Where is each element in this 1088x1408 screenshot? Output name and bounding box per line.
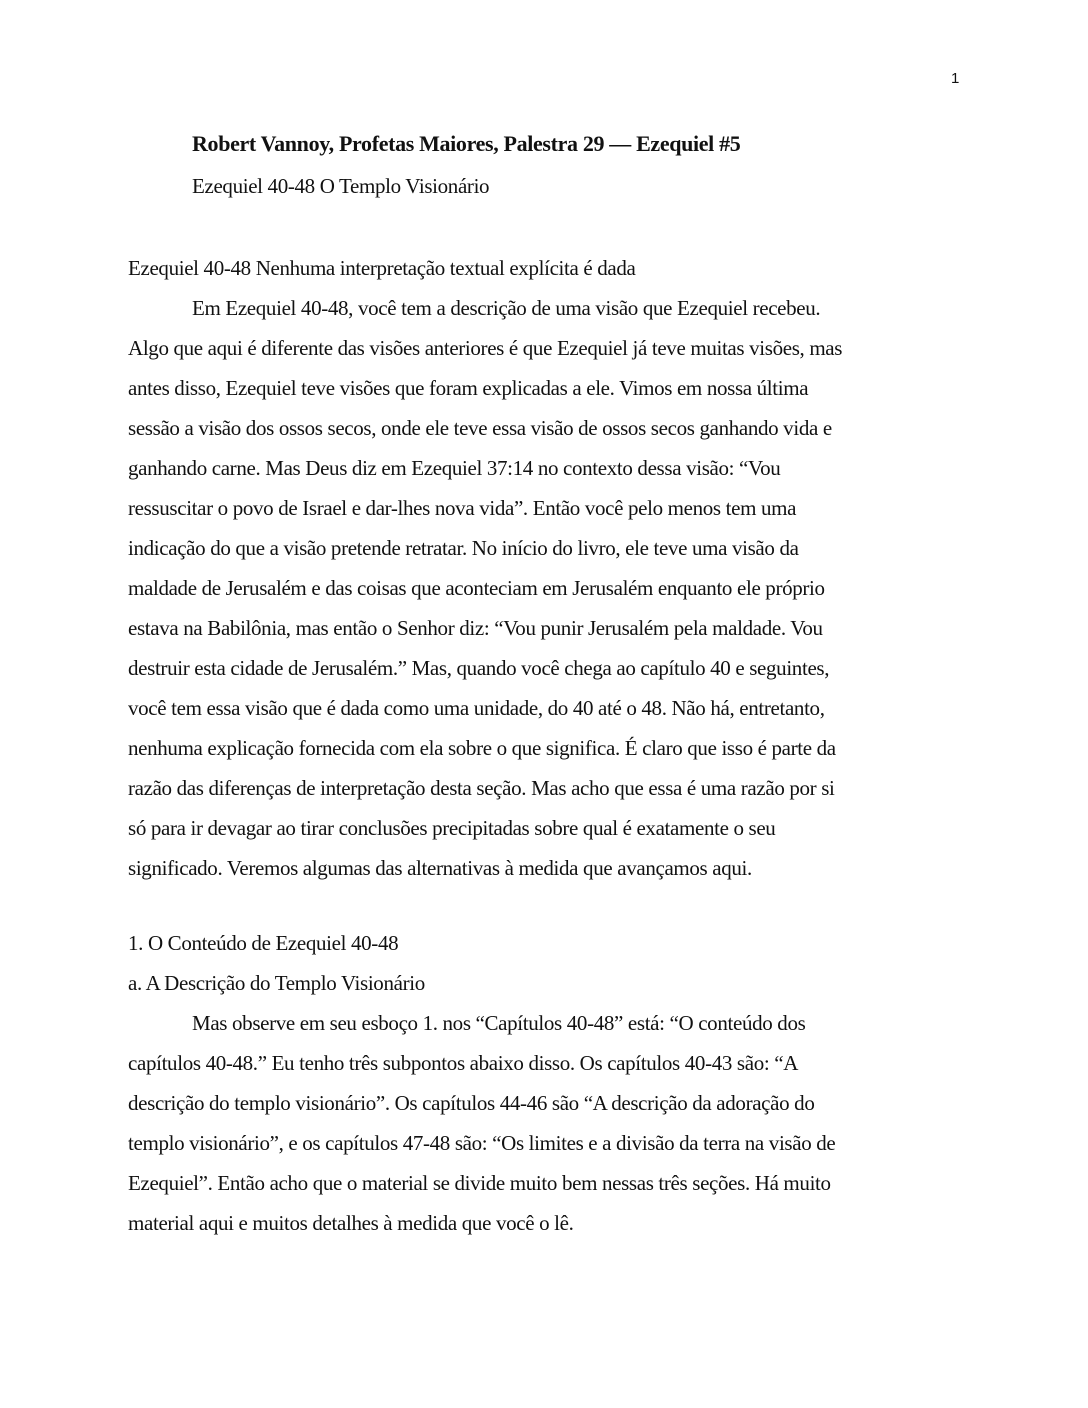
paragraph-line: Algo que aqui é diferente das visões anteriores é que Ezequiel já teve muitas visões, mas — [128, 336, 843, 360]
paragraph-line: razão das diferenças de interpretação desta seção. Mas acho que essa é uma razão por si — [128, 776, 835, 800]
paragraph-line: significado. Veremos algumas das alternativas à medida que avançamos aqui. — [128, 856, 752, 880]
paragraph-line: ganhando carne. Mas Deus diz em Ezequiel 37:14 no contexto dessa visão: “Vou — [128, 456, 781, 480]
paragraph-line: nenhuma explicação fornecida com ela sobre o que significa. É claro que isso é parte da — [128, 736, 836, 760]
paragraph-line: templo visionário”, e os capítulos 47-48 são: “Os limites e a divisão da terra na visão de — [128, 1131, 836, 1155]
paragraph-line: material aqui e muitos detalhes à medida que você o lê. — [128, 1211, 574, 1235]
paragraph-line: você tem essa visão que é dada como uma unidade, do 40 até o 48. Não há, entretanto, — [128, 696, 825, 720]
paragraph-line: só para ir devagar ao tirar conclusões precipitadas sobre qual é exatamente o seu — [128, 816, 776, 840]
paragraph-line: Mas observe em seu esboço 1. nos “Capítulos 40-48” está: “O conteúdo dos — [192, 1011, 806, 1035]
paragraph-line: estava na Babilônia, mas então o Senhor diz: “Vou punir Jerusalém pela maldade. Vou — [128, 616, 823, 640]
paragraph-line: maldade de Jerusalém e das coisas que aconteciam em Jerusalém enquanto ele próprio — [128, 576, 825, 600]
paragraph-line: capítulos 40-48.” Eu tenho três subpontos abaixo disso. Os capítulos 40-43 são: “A — [128, 1051, 799, 1075]
paragraph-line: ressuscitar o povo de Israel e dar-lhes nova vida”. Então você pelo menos tem uma — [128, 496, 797, 520]
paragraph-line: Em Ezequiel 40-48, você tem a descrição de uma visão que Ezequiel recebeu. — [192, 296, 821, 320]
paragraph-line: indicação do que a visão pretende retratar. No início do livro, ele teve uma visão da — [128, 536, 799, 560]
paragraph-line: descrição do templo visionário”. Os capítulos 44-46 são “A descrição da adoração do — [128, 1091, 815, 1115]
section-subheading: a. A Descrição do Templo Visionário — [128, 971, 425, 995]
page-number: 1 — [951, 70, 960, 87]
paragraph-line: antes disso, Ezequiel teve visões que foram explicadas a ele. Vimos em nossa última — [128, 376, 809, 400]
paragraph-line: destruir esta cidade de Jerusalém.” Mas, quando você chega ao capítulo 40 e seguintes, — [128, 656, 830, 680]
paragraph-line: Ezequiel”. Então acho que o material se divide muito bem nessas três seções. Há muito — [128, 1171, 831, 1195]
section-heading: 1. O Conteúdo de Ezequiel 40-48 — [128, 931, 399, 955]
document-subtitle: Ezequiel 40-48 O Templo Visionário — [192, 174, 490, 198]
document-title: Robert Vannoy, Profetas Maiores, Palestra 29 — Ezequiel #5 — [192, 131, 741, 156]
paragraph-line: sessão a visão dos ossos secos, onde ele teve essa visão de ossos secos ganhando vida e — [128, 416, 832, 440]
section-heading: Ezequiel 40-48 Nenhuma interpretação textual explícita é dada — [128, 256, 636, 280]
